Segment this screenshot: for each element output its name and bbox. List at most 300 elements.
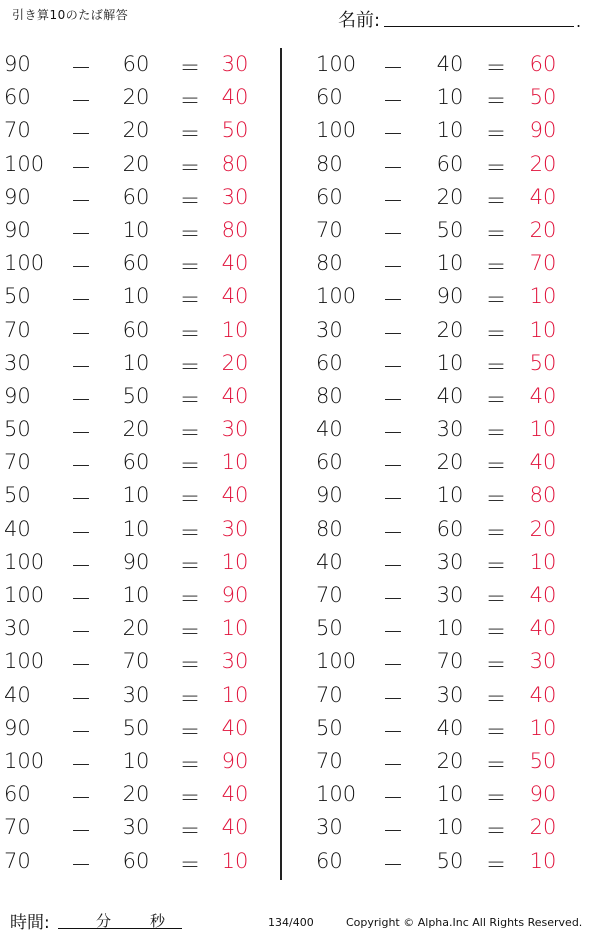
minus-sign: － [70,354,92,379]
minuend: 100 [316,284,357,309]
minus-sign: － [70,719,92,744]
problem-row [0,811,280,844]
subtrahend: 10 [122,217,150,242]
answer: 40 [221,782,249,807]
right-problem-column [306,48,586,878]
answer: 80 [221,151,249,176]
minuend: 70 [4,815,31,840]
minuend: 90 [4,715,31,740]
problem-row [0,446,280,479]
problem-row [306,579,586,612]
minuend: 60 [316,450,343,475]
subtrahend: 30 [436,682,464,707]
answer: 30 [221,417,249,442]
equals-sign: ＝ [179,288,201,313]
left-problem-column [0,48,280,878]
problem-row [306,712,586,745]
answer: 40 [221,715,249,740]
subtrahend: 60 [436,151,464,176]
equals-sign: ＝ [485,89,507,114]
problem-row [306,513,586,546]
answer: 20 [529,217,557,242]
subtrahend: 20 [436,317,464,342]
minus-sign: － [70,221,92,246]
minus-sign: － [382,587,404,611]
minus-sign: － [70,321,92,346]
minus-sign: － [70,454,92,479]
minus-sign: － [70,752,92,777]
minuend: 60 [4,782,31,807]
name-end-mark: . [576,12,582,31]
problem-row [306,247,586,280]
problem-row [0,645,280,678]
equals-sign: ＝ [179,752,201,777]
equals-sign: ＝ [485,421,507,446]
equals-sign: ＝ [179,819,201,844]
minuend: 100 [4,251,45,276]
minus-sign: － [382,520,404,545]
minus-sign: － [382,454,404,479]
equals-sign: ＝ [179,686,201,711]
minus-sign: － [382,188,404,213]
answer: 10 [221,450,249,475]
minuend: 60 [4,85,31,110]
equals-sign: ＝ [179,56,201,80]
subtrahend: 10 [122,483,150,508]
minuend: 70 [316,748,343,773]
problem-row [0,778,280,811]
answer: 10 [221,682,249,707]
answer: 30 [529,649,557,674]
copyright-notice: Copyright © Alpha.Inc All Rights Reserved. [346,916,583,929]
subtrahend: 90 [436,284,464,309]
answer: 50 [529,85,557,110]
minuend: 80 [316,383,343,408]
equals-sign: ＝ [179,719,201,744]
problem-row [306,479,586,512]
minuend: 30 [4,350,31,375]
answer: 40 [529,383,557,408]
problem-row [306,347,586,380]
problem-row [306,612,586,645]
time-label: 時間: [10,913,50,933]
subtrahend: 70 [436,649,464,674]
equals-sign: ＝ [179,122,201,147]
answer: 50 [529,350,557,375]
equals-sign: ＝ [485,520,507,545]
subtrahend: 10 [436,118,464,143]
subtrahend: 10 [436,85,464,110]
equals-sign: ＝ [485,587,507,611]
equals-sign: ＝ [485,752,507,777]
minuend: 100 [316,52,357,76]
minuend: 100 [316,782,357,807]
minus-sign: － [70,786,92,811]
subtrahend: 30 [122,815,150,840]
minuend: 40 [316,417,343,442]
subtrahend: 10 [122,748,150,773]
minus-sign: － [70,520,92,545]
problem-row [306,546,586,579]
subtrahend: 60 [122,848,150,873]
equals-sign: ＝ [179,89,201,114]
equals-sign: ＝ [179,255,201,280]
answer: 10 [221,317,249,342]
subtrahend: 10 [122,350,150,375]
minus-sign: － [70,188,92,213]
subtrahend: 10 [122,284,150,309]
answer: 10 [221,848,249,873]
answer: 10 [529,848,557,873]
equals-sign: ＝ [179,786,201,811]
subtrahend: 60 [436,516,464,541]
answer: 10 [529,284,557,309]
problem-row [306,745,586,778]
equals-sign: ＝ [485,56,507,80]
answer: 40 [221,251,249,276]
equals-sign: ＝ [485,155,507,180]
answer: 20 [529,815,557,840]
minuend: 100 [4,583,45,607]
minuend: 30 [316,317,343,342]
problem-row [0,479,280,512]
subtrahend: 40 [436,52,464,76]
answer: 40 [221,815,249,840]
answer: 90 [221,748,249,773]
problem-row [306,679,586,712]
minuend: 60 [316,184,343,209]
problem-row [0,181,280,214]
minus-sign: － [382,819,404,844]
equals-sign: ＝ [179,155,201,180]
subtrahend: 20 [122,85,150,110]
minus-sign: － [70,686,92,711]
answer: 10 [529,317,557,342]
problem-row [0,745,280,778]
equals-sign: ＝ [179,520,201,545]
answer: 10 [529,417,557,442]
answer: 40 [221,284,249,309]
equals-sign: ＝ [485,122,507,147]
problem-row [306,314,586,347]
subtrahend: 20 [436,748,464,773]
problem-row [0,380,280,413]
subtrahend: 60 [122,184,150,209]
minuend: 70 [4,118,31,143]
problem-row [306,413,586,446]
minus-sign: － [382,122,404,147]
subtrahend: 50 [436,217,464,242]
minuend: 50 [316,616,343,641]
problem-row [306,446,586,479]
minus-sign: － [382,387,404,412]
problem-row [0,148,280,181]
answer: 20 [529,516,557,541]
equals-sign: ＝ [485,288,507,313]
equals-sign: ＝ [179,620,201,645]
seconds-label: 秒 [150,912,166,930]
answer: 40 [529,583,557,607]
problem-row [306,778,586,811]
answer: 10 [529,549,557,574]
problem-row [306,81,586,114]
subtrahend: 10 [436,251,464,276]
answer: 40 [529,616,557,641]
subtrahend: 10 [436,483,464,508]
minus-sign: － [70,653,92,678]
subtrahend: 20 [436,450,464,475]
answer: 50 [221,118,249,143]
answer: 90 [221,583,249,607]
equals-sign: ＝ [485,387,507,412]
answer: 50 [529,748,557,773]
answer: 70 [529,251,557,276]
equals-sign: ＝ [179,387,201,412]
minuend: 40 [4,682,31,707]
minuend: 90 [4,217,31,242]
minus-sign: － [382,288,404,313]
minus-sign: － [70,155,92,180]
problem-row [0,546,280,579]
minus-sign: － [382,155,404,180]
answer: 90 [529,782,557,807]
problem-row [306,811,586,844]
minus-sign: － [70,620,92,645]
minuend: 60 [316,848,343,873]
minus-sign: － [382,719,404,744]
minuend: 70 [316,217,343,242]
column-divider [280,48,282,880]
minus-sign: － [382,421,404,446]
subtrahend: 10 [436,350,464,375]
name-underline [384,26,574,27]
answer: 40 [529,450,557,475]
equals-sign: ＝ [179,553,201,578]
minus-sign: － [70,387,92,412]
minus-sign: － [382,620,404,645]
equals-sign: ＝ [179,487,201,512]
subtrahend: 10 [122,516,150,541]
minus-sign: － [70,852,92,877]
minuend: 50 [4,483,31,508]
problem-row [0,48,280,81]
subtrahend: 40 [436,383,464,408]
minus-sign: － [70,487,92,512]
minus-sign: － [70,421,92,446]
equals-sign: ＝ [485,188,507,213]
equals-sign: ＝ [485,553,507,578]
minuend: 90 [4,52,31,76]
minus-sign: － [70,255,92,280]
minuend: 70 [4,450,31,475]
answer: 30 [221,649,249,674]
problem-row [0,579,280,612]
minuend: 100 [4,649,45,674]
equals-sign: ＝ [179,454,201,479]
equals-sign: ＝ [179,188,201,213]
minuend: 100 [316,118,357,143]
subtrahend: 30 [436,417,464,442]
answer: 60 [529,52,557,76]
equals-sign: ＝ [179,221,201,246]
problem-row [0,712,280,745]
answer: 40 [221,383,249,408]
answer: 40 [221,85,249,110]
minuend: 100 [4,151,45,176]
problem-row [0,314,280,347]
minutes-label: 分 [96,912,112,930]
subtrahend: 30 [436,549,464,574]
minus-sign: － [382,852,404,877]
problem-row [306,845,586,878]
subtrahend: 20 [122,118,150,143]
equals-sign: ＝ [179,852,201,877]
problem-row [0,280,280,313]
minus-sign: － [70,587,92,611]
problem-row [0,413,280,446]
problem-row [306,380,586,413]
answer: 10 [529,715,557,740]
subtrahend: 60 [122,450,150,475]
problem-row [306,181,586,214]
equals-sign: ＝ [485,852,507,877]
minus-sign: － [70,819,92,844]
problem-row [0,612,280,645]
subtrahend: 20 [122,782,150,807]
minuend: 90 [316,483,343,508]
minus-sign: － [70,288,92,313]
minus-sign: － [382,321,404,346]
subtrahend: 10 [436,815,464,840]
minuend: 50 [316,715,343,740]
problem-row [306,645,586,678]
subtrahend: 30 [122,682,150,707]
equals-sign: ＝ [485,819,507,844]
subtrahend: 30 [436,583,464,607]
problem-row [306,114,586,147]
minus-sign: － [70,122,92,147]
minus-sign: － [382,354,404,379]
equals-sign: ＝ [179,321,201,346]
subtrahend: 60 [122,317,150,342]
answer: 40 [529,682,557,707]
subtrahend: 20 [122,151,150,176]
minus-sign: － [382,221,404,246]
equals-sign: ＝ [179,587,201,611]
answer: 90 [529,118,557,143]
subtrahend: 50 [122,715,150,740]
answer: 20 [529,151,557,176]
equals-sign: ＝ [485,719,507,744]
minuend: 60 [316,85,343,110]
subtrahend: 60 [122,251,150,276]
minus-sign: － [382,553,404,578]
subtrahend: 60 [122,52,150,76]
problem-row [0,114,280,147]
minus-sign: － [70,89,92,114]
equals-sign: ＝ [485,786,507,811]
subtrahend: 50 [436,848,464,873]
answer: 20 [221,350,249,375]
equals-sign: ＝ [179,653,201,678]
minuend: 100 [4,549,45,574]
minuend: 80 [316,516,343,541]
answer: 80 [529,483,557,508]
minuend: 80 [316,251,343,276]
problem-row [306,214,586,247]
minus-sign: － [382,56,404,80]
subtrahend: 40 [436,715,464,740]
worksheet-title: 引き算10のたば解答 [12,8,129,22]
equals-sign: ＝ [485,221,507,246]
problem-row [0,214,280,247]
answer: 10 [221,616,249,641]
subtrahend: 10 [436,782,464,807]
problem-row [306,148,586,181]
minus-sign: － [382,686,404,711]
answer: 30 [221,52,249,76]
answer: 80 [221,217,249,242]
minuend: 60 [316,350,343,375]
minus-sign: － [70,56,92,80]
equals-sign: ＝ [485,653,507,678]
equals-sign: ＝ [485,454,507,479]
problem-row [0,845,280,878]
minus-sign: － [382,487,404,512]
minuend: 30 [316,815,343,840]
minuend: 90 [4,184,31,209]
minuend: 70 [4,317,31,342]
subtrahend: 10 [436,616,464,641]
subtrahend: 70 [122,649,150,674]
problem-row [0,247,280,280]
equals-sign: ＝ [485,487,507,512]
subtrahend: 20 [436,184,464,209]
page-number: 134/400 [268,916,314,929]
minuend: 70 [316,583,343,607]
subtrahend: 90 [122,549,150,574]
subtrahend: 50 [122,383,150,408]
minus-sign: － [382,255,404,280]
minuend: 50 [4,417,31,442]
problem-row [306,280,586,313]
minuend: 30 [4,616,31,641]
minus-sign: － [382,752,404,777]
minuend: 70 [4,848,31,873]
equals-sign: ＝ [485,255,507,280]
equals-sign: ＝ [179,354,201,379]
problem-row [0,513,280,546]
subtrahend: 20 [122,417,150,442]
minus-sign: － [70,553,92,578]
minuend: 100 [316,649,357,674]
minuend: 80 [316,151,343,176]
minuend: 40 [4,516,31,541]
answer: 30 [221,184,249,209]
problem-row [0,81,280,114]
problem-row [0,347,280,380]
minus-sign: － [382,89,404,114]
subtrahend: 10 [122,583,150,607]
equals-sign: ＝ [179,421,201,446]
minuend: 70 [316,682,343,707]
subtrahend: 20 [122,616,150,641]
minus-sign: － [382,786,404,811]
name-label: 名前: [338,10,381,31]
equals-sign: ＝ [485,321,507,346]
equals-sign: ＝ [485,686,507,711]
answer: 10 [221,549,249,574]
